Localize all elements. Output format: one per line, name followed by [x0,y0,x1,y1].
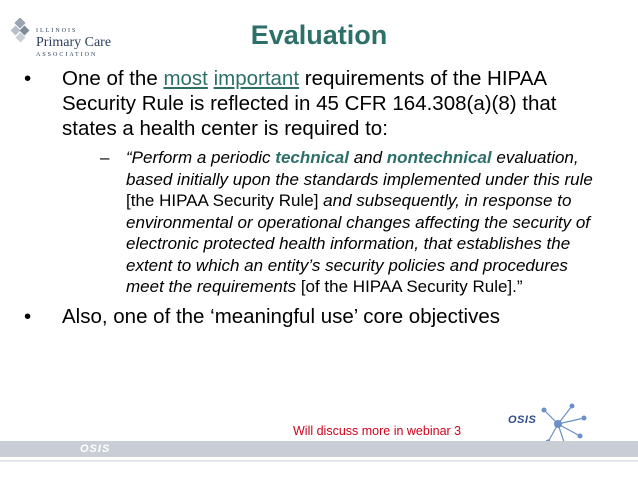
bullet-item-requirement [24,66,604,298]
footer-osis-label: OSIS [80,443,111,455]
bullet1-pre: One of the [62,67,164,90]
sub-bullet-quote [62,147,604,298]
bullet1-post: requirements of the HIPAA Security Rule is reflected in 45 CFR 164.308(a)(8) that states a health center is required to: [62,67,557,140]
bullet-dot-icon: • [24,304,32,328]
quote-bracket1: [the HIPAA Security Rule] [126,191,319,210]
quote-part2: and [348,148,387,167]
quote-part3: evaluation, based initially upon the standards implemented under this rule [126,148,593,189]
link-most[interactable]: most [163,67,208,90]
quote-bracket2: [of the HIPAA Security Rule].” [300,277,523,296]
bullet-dot-icon: • [24,67,32,90]
quote-part4: and subsequently, in response to environmental or operational changes affecting the security of electronic protected health information, that establishes the extent to which an entity’s security policies and procedures meet the requirements [126,191,590,296]
footer-divider [0,460,638,462]
quote-technical: technical [275,148,349,167]
logo-bottom-text: ASSOCIATION [36,52,98,58]
link-important[interactable]: important [213,67,300,90]
quote-nontechnical: nontechnical [386,148,492,167]
webinar-note: Will discuss more in webinar 3 [293,424,462,438]
slide-title: Evaluation [250,20,388,50]
bullet2-text: Also, one of the ‘meaningful use’ core objectives [62,304,500,328]
dash-bullet-icon: – [100,148,110,167]
logo-top-text: ILLINOIS [36,28,78,34]
bullet-list [24,66,604,329]
osis-right-label: OSIS [508,414,537,426]
quote-part1: “Perform a periodic [126,148,276,167]
logo-main-text: Primary Care [36,35,112,50]
bullet-item-meaningful-use [24,304,604,329]
